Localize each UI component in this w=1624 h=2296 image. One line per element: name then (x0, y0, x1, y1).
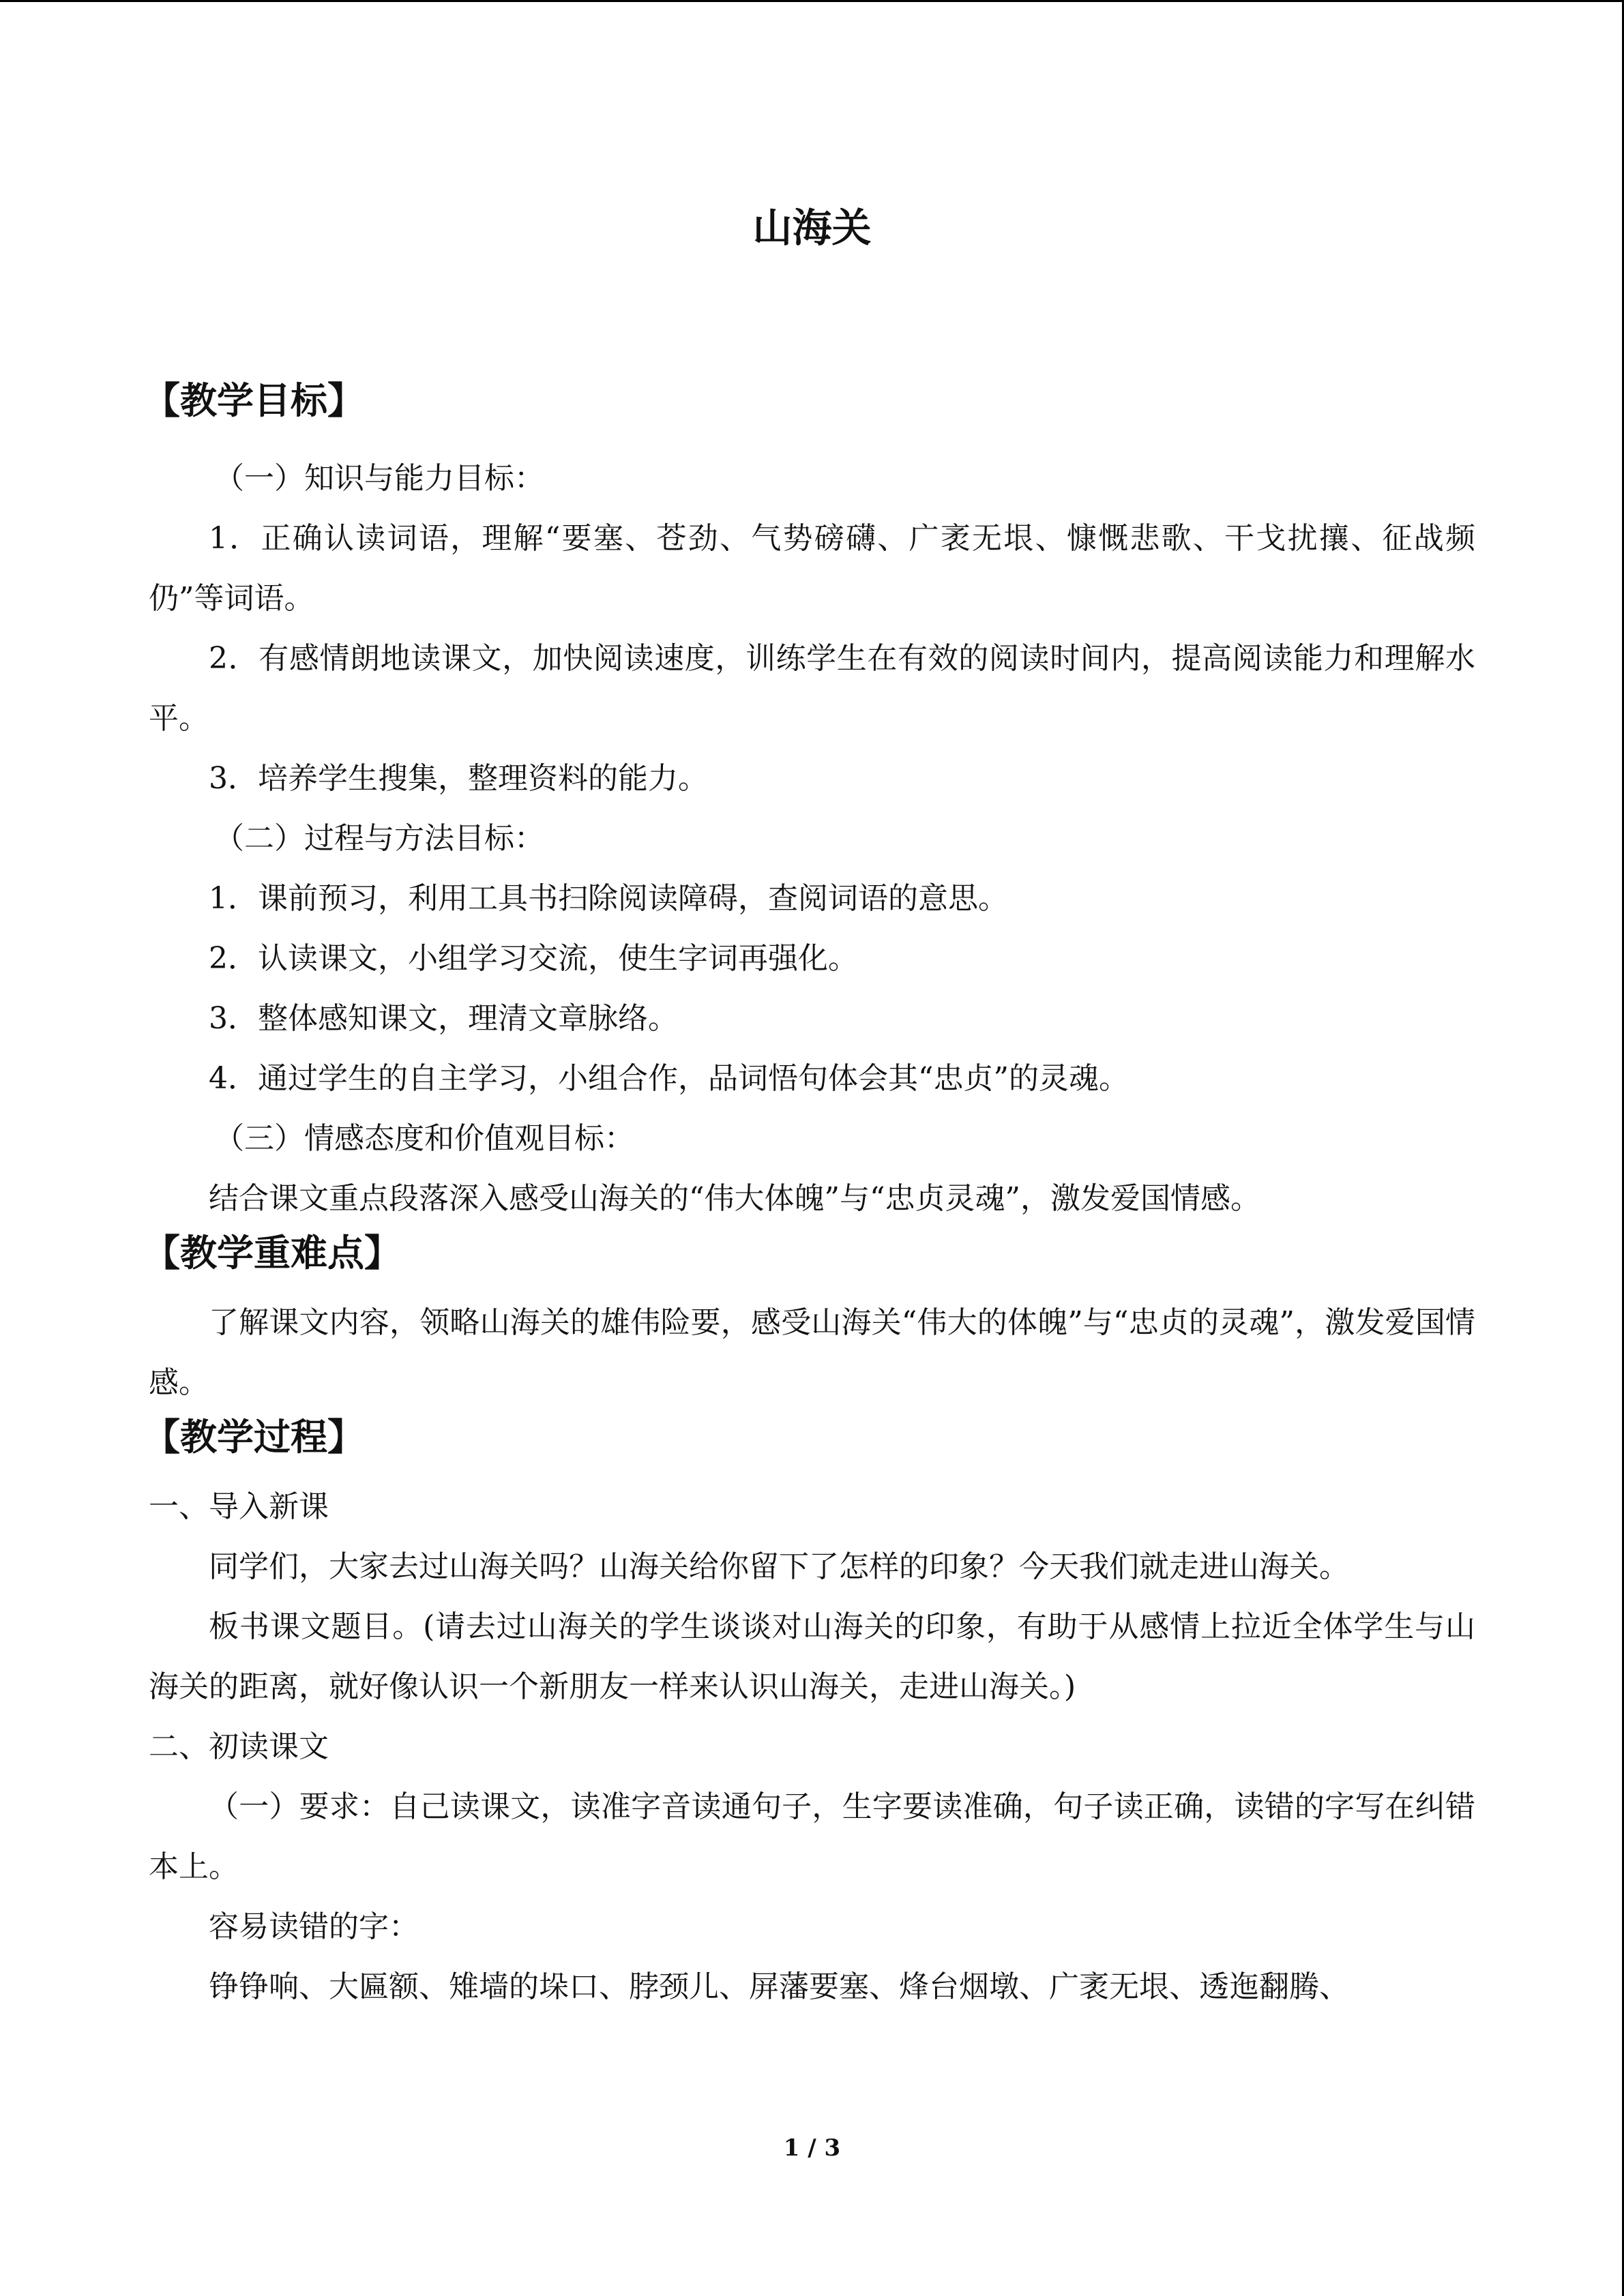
goal-subheading-process: （二）过程与方法目标： (214, 821, 544, 856)
goal-item: 1．正确认读词语，理解“要塞、苍劲、气势磅礴、广袤无垠、慷慨悲歌、干戈扰攘、征战频仍”等词语。 (149, 521, 1475, 616)
key-points-text: 了解课文内容，领略山海关的雄伟险要，感受山海关“伟大的体魄”与“忠贞的灵魂”，激发爱国情感。 (149, 1305, 1475, 1400)
goal-subheading-knowledge: （一）知识与能力目标： (214, 461, 544, 496)
section-heading-goals: 【教学目标】 (143, 378, 364, 422)
goal-item: 结合课文重点段落深入感受山海关的“伟大体魄”与“忠贞灵魂”，激发爱国情感。 (209, 1181, 1260, 1216)
document-title: 山海关 (752, 205, 872, 251)
section-heading-process: 【教学过程】 (143, 1415, 364, 1459)
process-part-title: 二、初读课文 (149, 1729, 329, 1764)
goal-item: 2．有感情朗地读课文，加快阅读速度，训练学生在有效的阅读时间内，提高阅读能力和理解水平。 (149, 641, 1475, 736)
page-number: 1 / 3 (783, 2134, 841, 2162)
goal-item: 2．认读课文，小组学习交流，使生字词再强化。 (209, 941, 858, 976)
section-teaching-process (143, 1415, 1475, 2017)
process-paragraph: 铮铮响、大匾额、雉墙的垛口、脖颈儿、屏藩要塞、烽台烟墩、广袤无垠、透迤翻腾、 (209, 1969, 1349, 2004)
page-top-border (0, 0, 1624, 2)
goal-item: 4．通过学生的自主学习，小组合作，品词悟句体会其“忠贞”的灵魂。 (209, 1061, 1129, 1096)
section-key-points (143, 1231, 1475, 1413)
process-paragraph: 板书课文题目。(请去过山海关的学生谈谈对山海关的印象，有助于从感情上拉近全体学生与山海关的距离，就好像认识一个新朋友一样来认识山海关，走进山海关。) (149, 1609, 1475, 1704)
section-heading-key-points: 【教学重难点】 (143, 1231, 401, 1274)
goal-item: 1．课前预习，利用工具书扫除阅读障碍，查阅词语的意思。 (209, 881, 1008, 916)
goal-item: 3．整体感知课文，理清文章脉络。 (209, 1001, 678, 1036)
process-paragraph: （一）要求：自己读课文，读准字音读通句子，生字要读准确，句子读正确，读错的字写在纠错本上。 (149, 1789, 1475, 1884)
goal-item: 3．培养学生搜集，整理资料的能力。 (209, 761, 708, 796)
process-part-title: 一、导入新课 (149, 1489, 329, 1524)
process-paragraph: 容易读错的字： (209, 1909, 419, 1944)
section-teaching-goals (143, 378, 1475, 1229)
process-paragraph: 同学们，大家去过山海关吗？山海关给你留下了怎样的印象？今天我们就走进山海关。 (209, 1549, 1349, 1584)
document-body (143, 378, 1475, 2017)
goal-subheading-emotion: （三）情感态度和价值观目标： (214, 1121, 634, 1156)
